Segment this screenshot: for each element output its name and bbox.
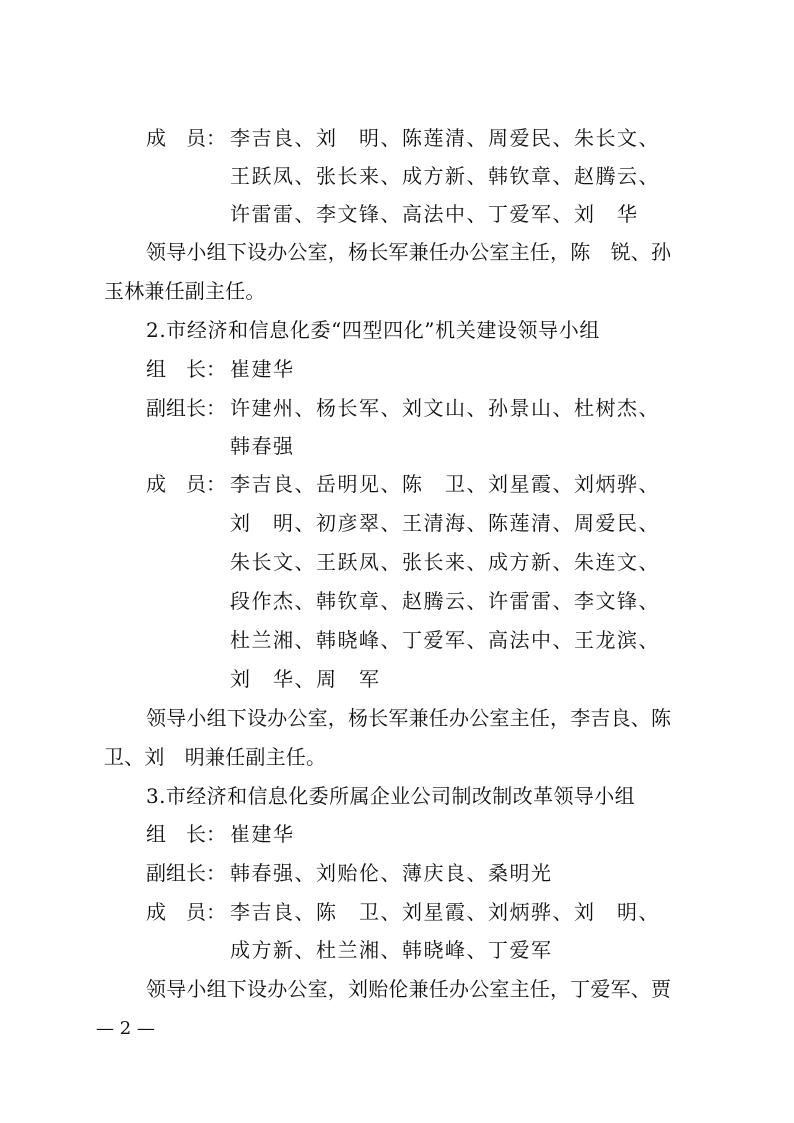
group2-office-line-2: 卫、刘 明兼任副主任。 <box>104 745 327 769</box>
group2-leader-value: 崔建华 <box>230 357 295 381</box>
group2-members-row-5: 杜兰湘、韩晓峰、丁爱军、高法中、王龙滨、 <box>230 628 660 652</box>
group3-members-row-1 <box>146 900 660 924</box>
group1-office-line-1: 领导小组下设办公室，杨长军兼任办公室主任，陈 锐、孙 <box>146 240 672 264</box>
group1-members-names: 李吉良、刘 明、陈莲清、周爱民、朱长文、 <box>230 126 660 150</box>
group2-members-row-4: 段作杰、韩钦章、赵腾云、许雷雷、李文锋、 <box>230 589 660 613</box>
group2-members-row-1 <box>146 472 660 496</box>
page-number: — 2 — <box>96 1018 155 1039</box>
group3-leader-row <box>146 822 295 846</box>
group3-members-row-2: 成方新、杜兰湘、韩晓峰、丁爱军 <box>230 938 553 962</box>
group2-deputy-names: 许建州、杨长军、刘文山、孙景山、杜树杰、 <box>230 396 660 420</box>
group3-deputy-row-1 <box>146 861 553 885</box>
group2-deputy-row-1 <box>146 396 660 420</box>
group2-heading: 2.市经济和信息化委“四型四化”机关建设领导小组 <box>146 318 600 342</box>
group2-leader-label: 组 长： <box>146 357 226 381</box>
group2-deputy-label: 副组长： <box>146 396 226 420</box>
group2-members-row-6: 刘 华、周 军 <box>230 667 381 691</box>
group3-office-line-1: 领导小组下设办公室，刘贻伦兼任办公室主任，丁爱军、贾 <box>146 977 672 1001</box>
group2-members-names: 李吉良、岳明见、陈 卫、刘星霞、刘炳骅、 <box>230 472 660 496</box>
group2-leader-row <box>146 357 295 381</box>
group1-members-row-1 <box>146 126 660 150</box>
group3-deputy-label: 副组长： <box>146 861 226 885</box>
group1-office-line-2: 玉林兼任副主任。 <box>104 279 266 303</box>
group1-members-row-3: 许雷雷、李文锋、高法中、丁爱军、刘 华 <box>230 202 639 226</box>
group3-members-label: 成 员： <box>146 900 226 924</box>
group1-members-row-2: 王跃凤、张长来、成方新、韩钦章、赵腾云、 <box>230 164 660 188</box>
group3-members-names: 李吉良、陈 卫、刘星霞、刘炳骅、刘 明、 <box>230 900 660 924</box>
group3-leader-value: 崔建华 <box>230 822 295 846</box>
group2-office-line-1: 领导小组下设办公室，杨长军兼任办公室主任，李吉良、陈 <box>146 706 672 730</box>
group3-leader-label: 组 长： <box>146 822 226 846</box>
group3-heading: 3.市经济和信息化委所属企业公司制改制改革领导小组 <box>146 784 636 808</box>
group2-members-row-2: 刘 明、初彦翠、王清海、陈莲清、周爱民、 <box>230 511 660 535</box>
group2-members-row-3: 朱长文、王跃凤、张长来、成方新、朱连文、 <box>230 550 660 574</box>
group2-members-label: 成 员： <box>146 472 226 496</box>
group2-deputy-row-2: 韩春强 <box>230 434 295 458</box>
group1-members-label: 成 员： <box>146 126 226 150</box>
group3-deputy-names: 韩春强、刘贻伦、薄庆良、桑明光 <box>230 861 553 885</box>
